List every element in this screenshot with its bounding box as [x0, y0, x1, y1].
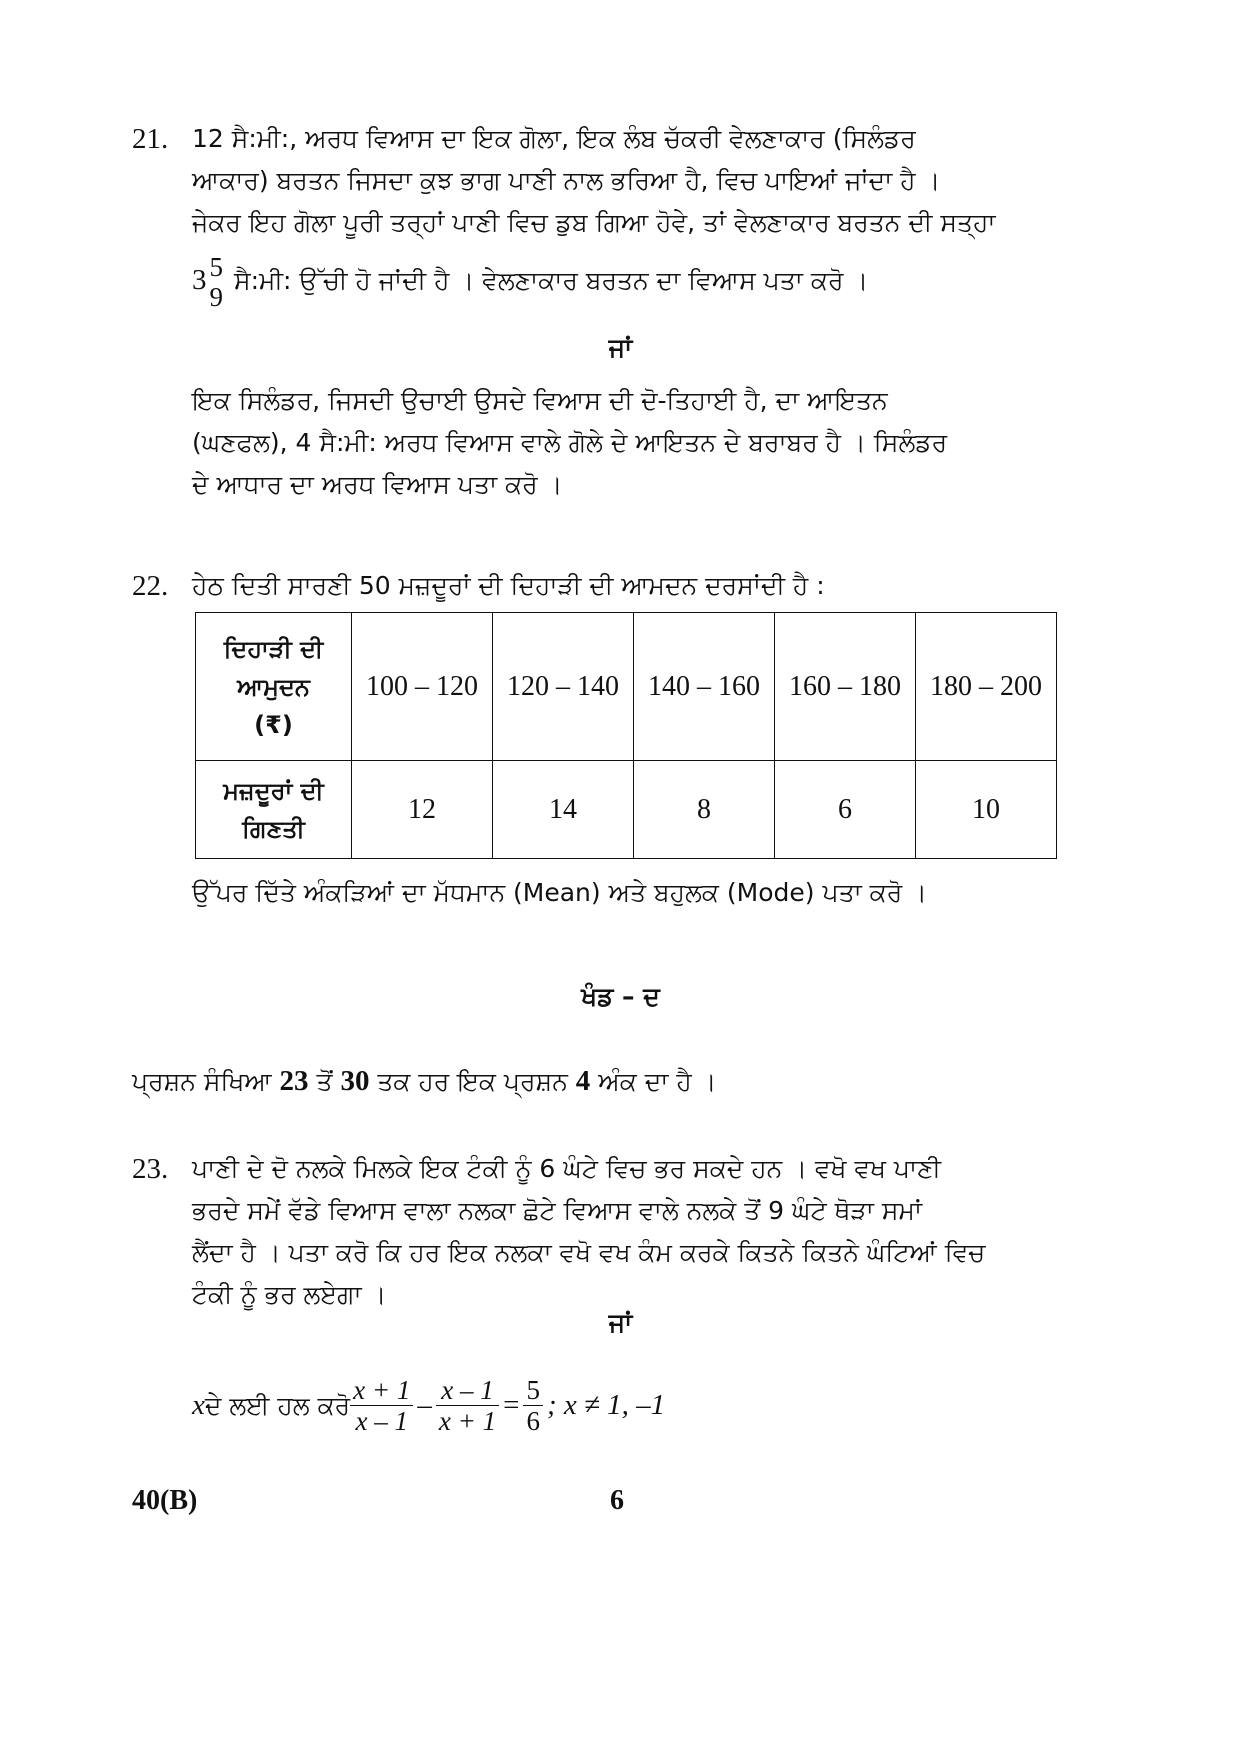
question-21: [132, 118, 1062, 312]
text-line: ਜੇਕਰ ਇਹ ਗੋਲਾ ਪੂਰੀ ਤਰ੍ਹਾਂ ਪਾਣੀ ਵਿਚ ਡੁਬ ਗਿਆ ਹੋਵੇ, ਤਾਂ ਵੇਲਣਾਕਾਰ ਬਰਤਨ ਦੀ ਸਤ੍ਹਾ: [192, 208, 996, 237]
table-row: [196, 613, 1057, 761]
table-cell: 160 – 180: [775, 613, 916, 761]
question-text: ਉੱਪਰ ਦਿੱਤੇ ਅੰਕੜਿਆਂ ਦਾ ਮੱਧਮਾਨ (Mean) ਅਤੇ ਬਹੁਲਕ (Mode) ਪਤਾ ਕਰੋ ।: [192, 878, 928, 907]
instruction-text: ਪ੍ਰਸ਼ਨ ਸੰਖਿਆ: [132, 1067, 280, 1096]
question-text: [192, 118, 1062, 312]
instruction-number: 30: [340, 1065, 370, 1097]
question-23: [132, 1148, 1062, 1316]
section-heading: ਖੰਡ – ਦ: [581, 982, 660, 1011]
table-cell: 100 – 120: [352, 613, 493, 761]
or-divider: ਜਾਂ: [608, 333, 633, 362]
equals-sign: =: [503, 1389, 520, 1421]
text-line: ਸੈ:ਮੀ: ਉੱਚੀ ਹੋ ਜਾਂਦੀ ਹੈ । ਵੇਲਣਾਕਾਰ ਬਰਤਨ ਦਾ ਵਿਆਸ ਪਤਾ ਕਰੋ ।: [233, 266, 869, 295]
header-line: ਦਿਹਾੜੀ ਦੀ: [223, 634, 324, 663]
table-cell: 14: [493, 761, 634, 859]
question-text: [192, 1148, 1062, 1316]
equation: [192, 1375, 669, 1436]
text-line: ਦੇ ਆਧਾਰ ਦਾ ਅਰਧ ਵਿਆਸ ਪਤਾ ਕਰੋ ।: [192, 470, 563, 499]
section-instruction: [132, 1065, 717, 1098]
denominator: x + 1: [436, 1405, 499, 1436]
mixed-number-whole: 3: [192, 264, 207, 296]
text-line-with-fraction: [192, 252, 1062, 312]
or-divider: ਜਾਂ: [608, 1308, 633, 1337]
wage-distribution-table: [195, 612, 1057, 859]
text-line: ਲੈਂਦਾ ਹੈ । ਪਤਾ ਕਰੋ ਕਿ ਹਰ ਇਕ ਨਲਕਾ ਵਖੋ ਵਖ ਕੰਮ ਕਰਕੇ ਕਿਤਨੇ ਕਿਤਨੇ ਘੰਟਿਆਂ ਵਿਚ: [192, 1238, 986, 1267]
fraction: [350, 1375, 413, 1436]
text-line: ਆਕਾਰ) ਬਰਤਨ ਜਿਸਦਾ ਕੁਝ ਭਾਗ ਪਾਣੀ ਨਾਲ ਭਰਿਆ ਹੈ, ਵਿਚ ਪਾਇਆਂ ਜਾਂਦਾ ਹੈ ।: [192, 166, 941, 195]
text-line: 12 ਸੈ:ਮੀ:, ਅਰਧ ਵਿਆਸ ਦਾ ਇਕ ਗੋਲਾ, ਇਕ ਲੰਬ ਚੱਕਰੀ ਵੇਲਣਾਕਾਰ (ਸਿਲੰਡਰ: [192, 124, 916, 153]
numerator: 5: [526, 1375, 540, 1405]
text-line: ਭਰਦੇ ਸਮੇਂ ਵੱਡੇ ਵਿਆਸ ਵਾਲਾ ਨਲਕਾ ਛੋਟੇ ਵਿਆਸ ਵਾਲੇ ਨਲਕੇ ਤੋਂ 9 ਘੰਟੇ ਥੋੜਾ ਸਮਾਂ: [192, 1196, 923, 1225]
instruction-text: ਤਕ ਹਰ ਇਕ ਪ੍ਰਸ਼ਨ: [369, 1067, 576, 1096]
instruction-number: 4: [575, 1065, 591, 1097]
question-number: 22.: [132, 570, 169, 602]
question-21-alternative: [132, 380, 1062, 506]
equation-text: ਦੇ ਲਈ ਹਲ ਕਰੋ: [204, 1390, 351, 1420]
paper-code: 40(B): [132, 1485, 198, 1516]
equation-condition: ; x ≠ 1, –1: [546, 1389, 666, 1421]
page-number: 6: [610, 1485, 624, 1516]
text-line: ਇਕ ਸਿਲੰਡਰ, ਜਿਸਦੀ ਉਚਾਈ ਉਸਦੇ ਵਿਆਸ ਦੀ ਦੋ-ਤਿਹਾਈ ਹੈ, ਦਾ ਆਇਤਨ: [192, 386, 888, 415]
instruction-number: 23: [279, 1065, 309, 1097]
table-cell: 8: [634, 761, 775, 859]
instruction-text: ਤੋਂ: [308, 1067, 341, 1096]
mixed-number-fraction: [207, 252, 227, 312]
text-line: ਟੰਕੀ ਨੂੰ ਭਰ ਲਏਗਾ ।: [192, 1280, 387, 1309]
question-text: [192, 380, 1062, 506]
question-22: [132, 565, 1062, 607]
header-line: ਗਿਣਤੀ: [242, 814, 305, 843]
table-cell: 10: [916, 761, 1057, 859]
table-cell: 140 – 160: [634, 613, 775, 761]
row-header-daily-income: [196, 613, 352, 761]
numerator: x + 1: [353, 1375, 411, 1405]
instruction-text: ਅੰਕ ਦਾ ਹੈ ।: [590, 1067, 717, 1096]
header-line: ਮਜ਼ਦੂਰਾਂ ਦੀ: [223, 776, 324, 805]
text-line: ਪਾਣੀ ਦੇ ਦੋ ਨਲਕੇ ਮਿਲਕੇ ਇਕ ਟੰਕੀ ਨੂੰ 6 ਘੰਟੇ ਵਿਚ ਭਰ ਸਕਦੇ ਹਨ । ਵਖੋ ਵਖ ਪਾਣੀ: [192, 1154, 941, 1183]
question-text: ਹੇਠ ਦਿਤੀ ਸਾਰਣੀ 50 ਮਜ਼ਦੂਰਾਂ ਦੀ ਦਿਹਾੜੀ ਦੀ ਆਮਦਨ ਦਰਸਾਂਦੀ ਹੈ :: [192, 571, 825, 600]
question-22-instruction: [132, 872, 1062, 914]
numerator: x – 1: [441, 1375, 494, 1405]
variable: x: [192, 1389, 205, 1421]
fraction: [523, 1375, 543, 1436]
table-cell: 12: [352, 761, 493, 859]
header-line: (₹): [254, 710, 293, 739]
question-number: 21.: [132, 123, 169, 155]
table-row: [196, 761, 1057, 859]
fraction: [436, 1375, 499, 1436]
row-header-worker-count: [196, 761, 352, 859]
denominator: 6: [523, 1405, 543, 1436]
question-number: 23.: [132, 1153, 169, 1185]
table-cell: 6: [775, 761, 916, 859]
numerator: 5: [209, 252, 223, 282]
header-line: ਆਮੁਦਨ: [237, 672, 310, 701]
text-line: (ਘਣਫਲ), 4 ਸੈ:ਮੀ: ਅਰਧ ਵਿਆਸ ਵਾਲੇ ਗੋਲੇ ਦੇ ਆਇਤਨ ਦੇ ਬਰਾਬਰ ਹੈ । ਸਿਲੰਡਰ: [192, 428, 948, 457]
table-cell: 120 – 140: [493, 613, 634, 761]
denominator: 9: [209, 282, 223, 312]
table-cell: 180 – 200: [916, 613, 1057, 761]
minus-sign: –: [417, 1389, 432, 1421]
denominator: x – 1: [350, 1405, 413, 1436]
